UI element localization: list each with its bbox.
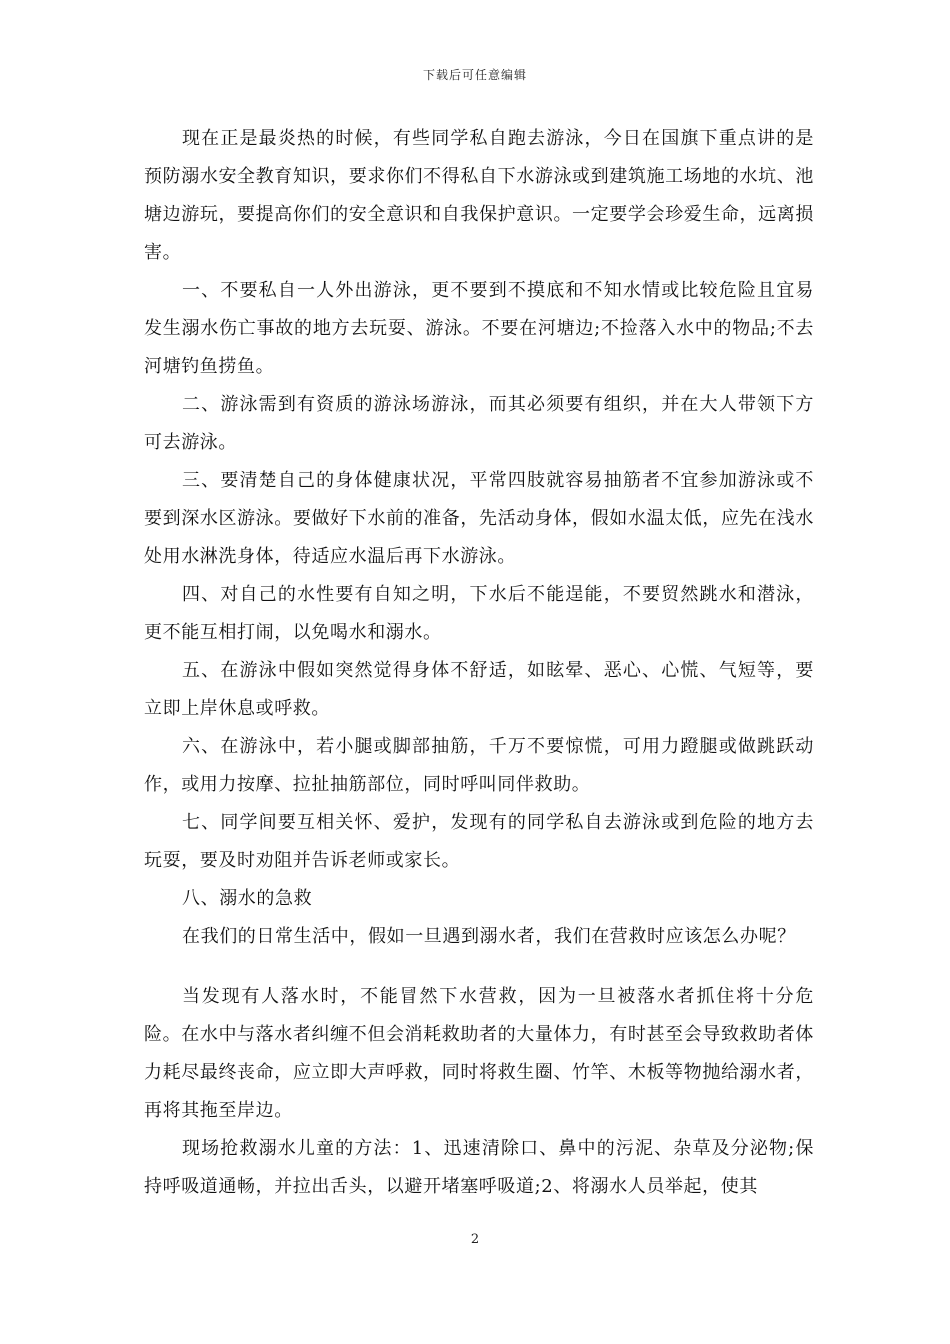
paragraph-rule-6: 六、在游泳中，若小腿或脚部抽筋，千万不要惊慌，可用力蹬腿或做跳跃动作，或用力按摩、拉扯抽筋部位，同时呼叫同伴救助。 [144, 736, 814, 795]
paragraph-rule-5: 五、在游泳中假如突然觉得身体不舒适，如眩晕、恶心、心慌、气短等，要立即上岸休息或呼救。 [144, 660, 814, 719]
page-number: 2 [470, 1232, 480, 1247]
paragraph-rule-1: 一、不要私自一人外出游泳，更不要到不摸底和不知水情或比较危险且宜易发生溺水伤亡事故的地方去玩耍、游泳。不要在河塘边;不捡落入水中的物品;不去河塘钓鱼捞鱼。 [144, 280, 814, 377]
paragraph-question: 在我们的日常生活中，假如一旦遇到溺水者，我们在营救时应该怎么办呢？ [182, 926, 796, 947]
paragraph-section-heading: 八、溺水的急救 [182, 888, 313, 909]
paragraph-intro: 现在正是最炎热的时候，有些同学私自跑去游泳，今日在国旗下重点讲的是预防溺水安全教育知识，要求你们不得私自下水游泳或到建筑施工场地的水坑、池塘边游玩，要提高你们的安全意识和自我保护意识。一定要学会珍爱生命，远离损害。 [144, 128, 814, 263]
paragraph-first-aid: 现场抢救溺水儿童的方法：1、迅速清除口、鼻中的污泥、杂草及分泌物;保持呼吸道通畅，并拉出舌头，以避开堵塞呼吸道;2、将溺水人员举起，使其 [144, 1138, 814, 1197]
paragraph-rule-3: 三、要清楚自己的身体健康状况，平常四肢就容易抽筋者不宜参加游泳或不要到深水区游泳。要做好下水前的准备，先活动身体，假如水温太低，应先在浅水处用水淋洗身体，待适应水温后再下水游泳。 [144, 470, 814, 567]
paragraph-rule-7: 七、同学间要互相关怀、爱护，发现有的同学私自去游泳或到危险的地方去玩耍，要及时劝阻并告诉老师或家长。 [144, 812, 814, 871]
document-body [144, 120, 814, 1206]
paragraph-rule-2: 二、游泳需到有资质的游泳场游泳，而其必须要有组织，并在大人带领下方可去游泳。 [144, 394, 814, 453]
header-note: 下载后可任意编辑 [422, 68, 527, 82]
paragraph-rule-4: 四、对自己的水性要有自知之明，下水后不能逞能，不要贸然跳水和潜泳，更不能互相打闹，以免喝水和溺水。 [144, 584, 814, 643]
paragraph-rescue: 当发现有人落水时，不能冒然下水营救，因为一旦被落水者抓住将十分危险。在水中与落水者纠缠不但会消耗救助者的大量体力，有时甚至会导致救助者体力耗尽最终丧命，应立即大声呼救，同时将救生圈、竹竿、木板等物抛给溺水者，再将其拖至岸边。 [144, 986, 814, 1121]
